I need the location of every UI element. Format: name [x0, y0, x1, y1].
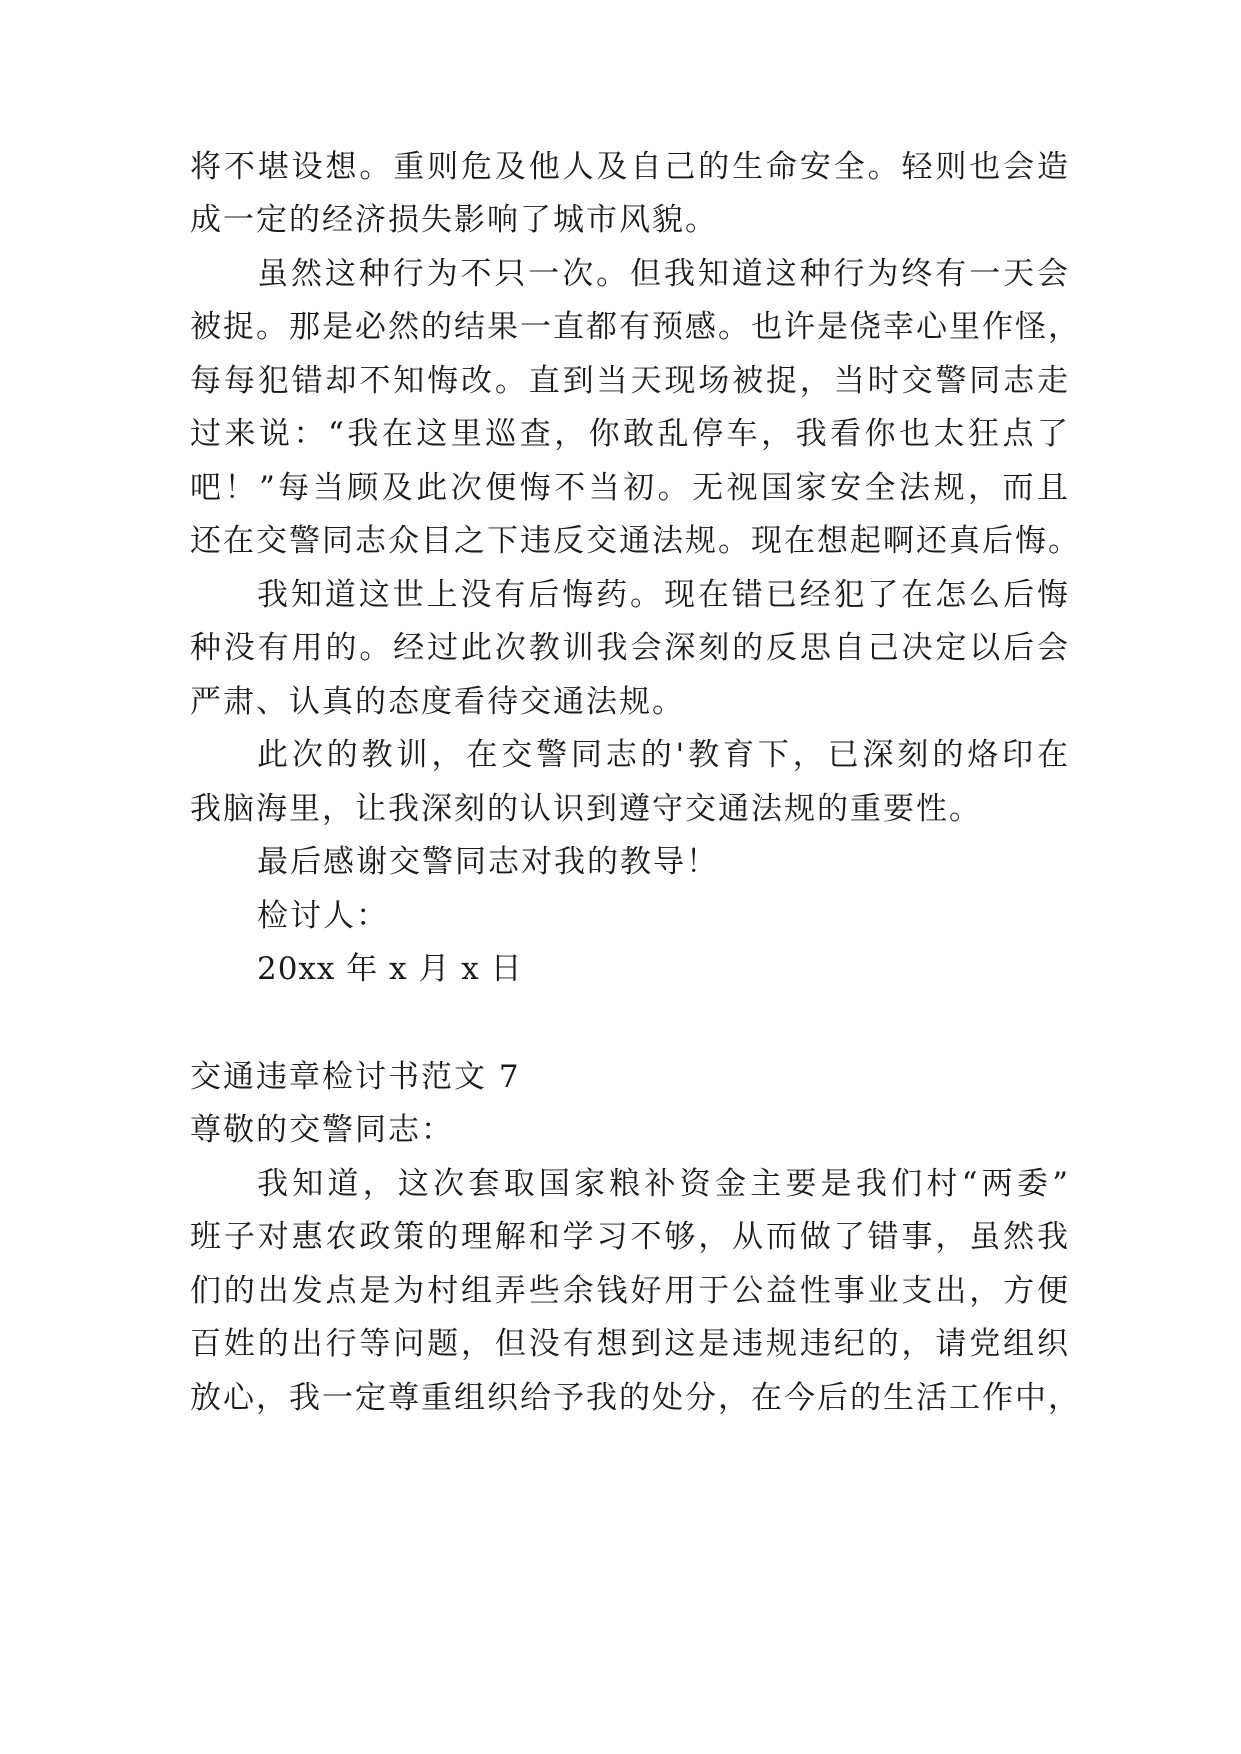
paragraph-line: 我脑海里，让我深刻的认识到遵守交通法规的重要性。: [190, 791, 982, 827]
paragraph-line: 被捉。那是必然的结果一直都有预感。也许是侥幸心里作怪，: [190, 309, 1081, 345]
signature-label: 检讨人：: [257, 898, 389, 934]
section-title: 交通违章检讨书范文 7: [190, 1059, 521, 1095]
paragraph-line: 将不堪设想。重则危及他人及自己的生命安全。轻则也会造: [190, 149, 1070, 185]
paragraph-line: 我知道，这次套取国家粮补资金主要是我们村“两委”: [257, 1166, 1070, 1202]
paragraph-line: 放心，我一定尊重组织给予我的处分，在今后的生活工作中，: [190, 1380, 1081, 1416]
paragraph-line: 班子对惠农政策的理解和学习不够，从而做了错事，虽然我: [190, 1219, 1070, 1255]
paragraph-line: 每每犯错却不知悔改。直到当天现场被捉，当时交警同志走: [190, 363, 1070, 399]
paragraph-line: 吧！”每当顾及此次便悔不当初。无视国家安全法规，而且: [190, 470, 1070, 506]
paragraph-line: 过来说：“我在这里巡查，你敢乱停车，我看你也太狂点了: [190, 416, 1070, 452]
paragraph-line: 此次的教训，在交警同志的'教育下，已深刻的烙印在: [257, 737, 1070, 773]
paragraph-line: 百姓的出行等问题，但没有想到这是违规违纪的，请党组织: [190, 1326, 1070, 1362]
salutation: 尊敬的交警同志：: [190, 1112, 454, 1148]
paragraph-line: 们的出发点是为村组弄些余钱好用于公益性事业支出，方便: [190, 1273, 1070, 1309]
date-line: 20xx 年 x 月 x 日: [257, 951, 523, 987]
closing-line: 最后感谢交警同志对我的教导！: [257, 844, 719, 880]
paragraph-line: 还在交警同志众目之下违反交通法规。现在想起啊还真后悔。: [190, 523, 1081, 559]
paragraph-line: 严肃、认真的态度看待交通法规。: [190, 684, 685, 720]
paragraph-line: 虽然这种行为不只一次。但我知道这种行为终有一天会: [257, 256, 1070, 292]
paragraph-line: 我知道这世上没有后悔药。现在错已经犯了在怎么后悔: [257, 577, 1070, 613]
paragraph-line: 种没有用的。经过此次教训我会深刻的反思自己决定以后会: [190, 630, 1070, 666]
paragraph-line: 成一定的经济损失影响了城市风貌。: [190, 202, 718, 238]
